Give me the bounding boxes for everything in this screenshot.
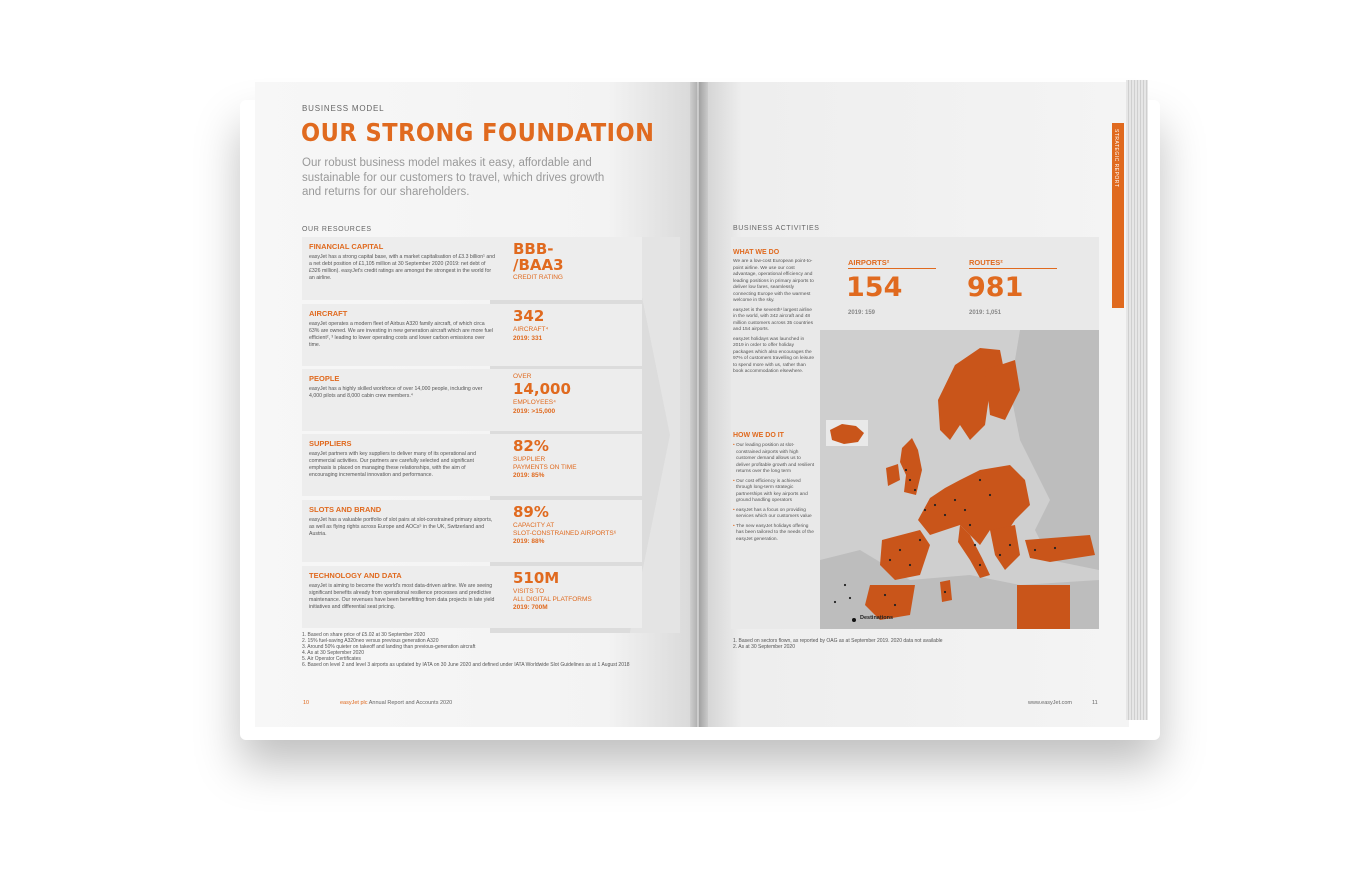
- resource-prior-year: 2019: >15,000: [513, 408, 556, 415]
- map-legend: Destinations: [860, 615, 894, 621]
- resource-description: easyJet has a highly skilled workforce of over 14,000 people, including over 4,000 pilots and 8,000 cabin crew members.⁴: [309, 386, 483, 399]
- footnote: 2. 15% fuel-saving A320neo versus previous generation A320: [302, 638, 439, 644]
- bullet-item: • Our cost efficiency is achieved through long-term strategic partnerships with key airports and ground handling operators: [733, 478, 808, 503]
- resource-heading: PEOPLE: [309, 374, 340, 383]
- resource-description: easyJet has a valuable portfolio of slot pairs at slot-constrained primary airports, as well as flying rights across Europe and AOCs⁵ in the UK, Switzerland and Austria.: [309, 517, 493, 537]
- routes-label: ROUTES²: [969, 258, 1003, 267]
- paragraph: easyJet holidays was launched in 2019 in order to offer holiday packages which also encourages the 97% of customers travelling on leisure to spend more with us, rather than book accommodation elsewhere.: [733, 336, 815, 374]
- airports-prev: 2019: 159: [848, 310, 876, 316]
- resource-row: [302, 237, 642, 300]
- resource-prior-year: 2019: 700M: [513, 604, 548, 611]
- footnote: 1. Based on sectors flown, as reported by OAG as at September 2019. 2020 data not available: [733, 638, 943, 644]
- bullet-item: • easyJet has a focus on providing services which our customers value: [733, 507, 812, 519]
- footnote: 5. Air Operator Certificates: [302, 656, 361, 662]
- resource-description: easyJet is aiming to become the world's most data-driven airline. We are seeing significant benefits already from operational resilience processes and predictive maintenance. Our revenues have been benefitting from data projects in late yield initiatives and differential seat pricing.: [309, 583, 495, 610]
- resource-description: easyJet partners with key suppliers to deliver many of its operational and commercial activities. Our partners are carefully selected and significant emphasis is placed on managing these relationships, with the aim of encouraging incremental innovation and performance.: [309, 451, 476, 478]
- airports-label: AIRPORTS²: [848, 258, 890, 267]
- resource-description: easyJet has a strong capital base, with a market capitalisation of £3.3 billion¹ and a net debt position of £1,105 million at 30 September 2020 (2019: net debt of £326 million). easyJet's credit ratings are amongst the strongest in the world for an airline.: [309, 254, 495, 281]
- resource-row: [302, 566, 642, 628]
- resource-prior-year: 2019: 331: [513, 335, 543, 342]
- business-activities-heading: BUSINESS ACTIVITIES: [733, 225, 820, 232]
- bullet-item: • The new easyJet holidays offering has been tailored to the needs of the easyJet generation.: [733, 523, 814, 542]
- resource-figure: 510M: [513, 569, 560, 587]
- footnote: 2. As at 30 September 2020: [733, 644, 795, 650]
- resource-figure: 14,000: [513, 380, 571, 398]
- footnote: 1. Based on share price of £5.02 at 30 September 2020: [302, 632, 426, 638]
- resource-heading: AIRCRAFT: [309, 309, 348, 318]
- resource-figure-label: AIRCRAFT⁴: [513, 326, 549, 333]
- paragraph: easyJet is the seventh¹ largest airline in the world, with 342 aircraft and 48 million customers across 35 countries and 154 airports.: [733, 307, 813, 332]
- footnote: 3. Around 50% quieter on takeoff and landing than previous-generation aircraft: [302, 644, 476, 650]
- right-footnotes: [733, 638, 1013, 650]
- resource-heading: SUPPLIERS: [309, 439, 352, 448]
- resource-row: [302, 304, 642, 366]
- resource-figure-label: SUPPLIER PAYMENTS ON TIME: [513, 456, 577, 471]
- strategic-report-tab: STRATEGIC REPORT: [1112, 123, 1124, 308]
- footnote: 6. Based on level 2 and level 3 airports as updated by IATA on 30 June 2020 and defined under IATA Worldwide Slot Guidelines as at 1 August 2018: [302, 662, 630, 668]
- europe-destinations-map: [820, 330, 1099, 629]
- right-footer-url: www.easyJet.com: [1028, 700, 1073, 706]
- resource-figure: 89%: [513, 503, 549, 521]
- left-page-number: 10: [303, 700, 310, 706]
- eyebrow: BUSINESS MODEL: [302, 104, 385, 113]
- what-we-do-heading: WHAT WE DO: [733, 249, 780, 256]
- resource-prior-year: 2019: 88%: [513, 538, 545, 545]
- footnote: 4. As at 30 September 2020: [302, 650, 364, 656]
- page-title: OUR STRONG FOUNDATION: [301, 118, 655, 147]
- resources-heading: OUR RESOURCES: [302, 226, 372, 233]
- resource-prefix: OVER: [513, 373, 532, 380]
- resource-figure-label: CREDIT RATING: [513, 274, 563, 281]
- resource-figure-label: VISITS TO ALL DIGITAL PLATFORMS: [513, 588, 592, 603]
- how-we-do-it-list: [733, 443, 815, 543]
- resource-heading: SLOTS AND BRAND: [309, 505, 382, 514]
- right-page-number: 11: [1092, 700, 1098, 706]
- resource-figure-label: EMPLOYEES⁴: [513, 399, 556, 406]
- routes-prev: 2019: 1,051: [969, 310, 1002, 316]
- what-we-do-text: [733, 259, 815, 376]
- resource-heading: FINANCIAL CAPITAL: [309, 242, 384, 251]
- page-edges: [1126, 80, 1148, 720]
- resource-row: [302, 500, 642, 562]
- routes-value: 981: [967, 272, 1024, 303]
- resource-description: easyJet operates a modern fleet of Airbus A320 family aircraft, of which circa 63% are owned. We are investing in new generation aircraft which are more fuel efficient², ³ leading to lower operating costs and lower carbon emissions over time.: [309, 321, 493, 348]
- airports-value: 154: [846, 272, 903, 303]
- resource-prior-year: 2019: 85%: [513, 472, 545, 479]
- how-we-do-it-heading: HOW WE DO IT: [733, 432, 784, 439]
- resource-figure-label: CAPACITY AT SLOT-CONSTRAINED AIRPORTS⁶: [513, 522, 617, 537]
- resource-heading: TECHNOLOGY AND DATA: [309, 571, 402, 580]
- bullet-item: • Our leading position at slot-constrained airports with high customer demand allows us to deliver profitable growth and resilient returns over the long term: [733, 443, 815, 474]
- routes-rule: [969, 268, 1057, 269]
- resource-row: [302, 434, 642, 496]
- resource-figure: 82%: [513, 437, 549, 455]
- airports-rule: [848, 268, 936, 269]
- left-footer: easyJet plc Annual Report and Accounts 2020: [340, 700, 453, 706]
- intro-text: Our robust business model makes it easy, affordable and sustainable for our customers to travel, which drives growth and returns for our shareholders.: [302, 157, 605, 198]
- resource-figure: BBB- /BAA3: [513, 240, 564, 274]
- resource-row: [302, 369, 642, 431]
- resource-figure: 342: [513, 307, 545, 325]
- left-footnotes: [302, 632, 682, 668]
- spine-shadow: [690, 82, 708, 727]
- paragraph: We are a low-cost European point-to-point airline. We use our cost advantage, operational efficiency and leading positions in primary airports to deliver low fares, seamlessly connecting Europe with the warmest welcome in the sky.: [733, 259, 814, 303]
